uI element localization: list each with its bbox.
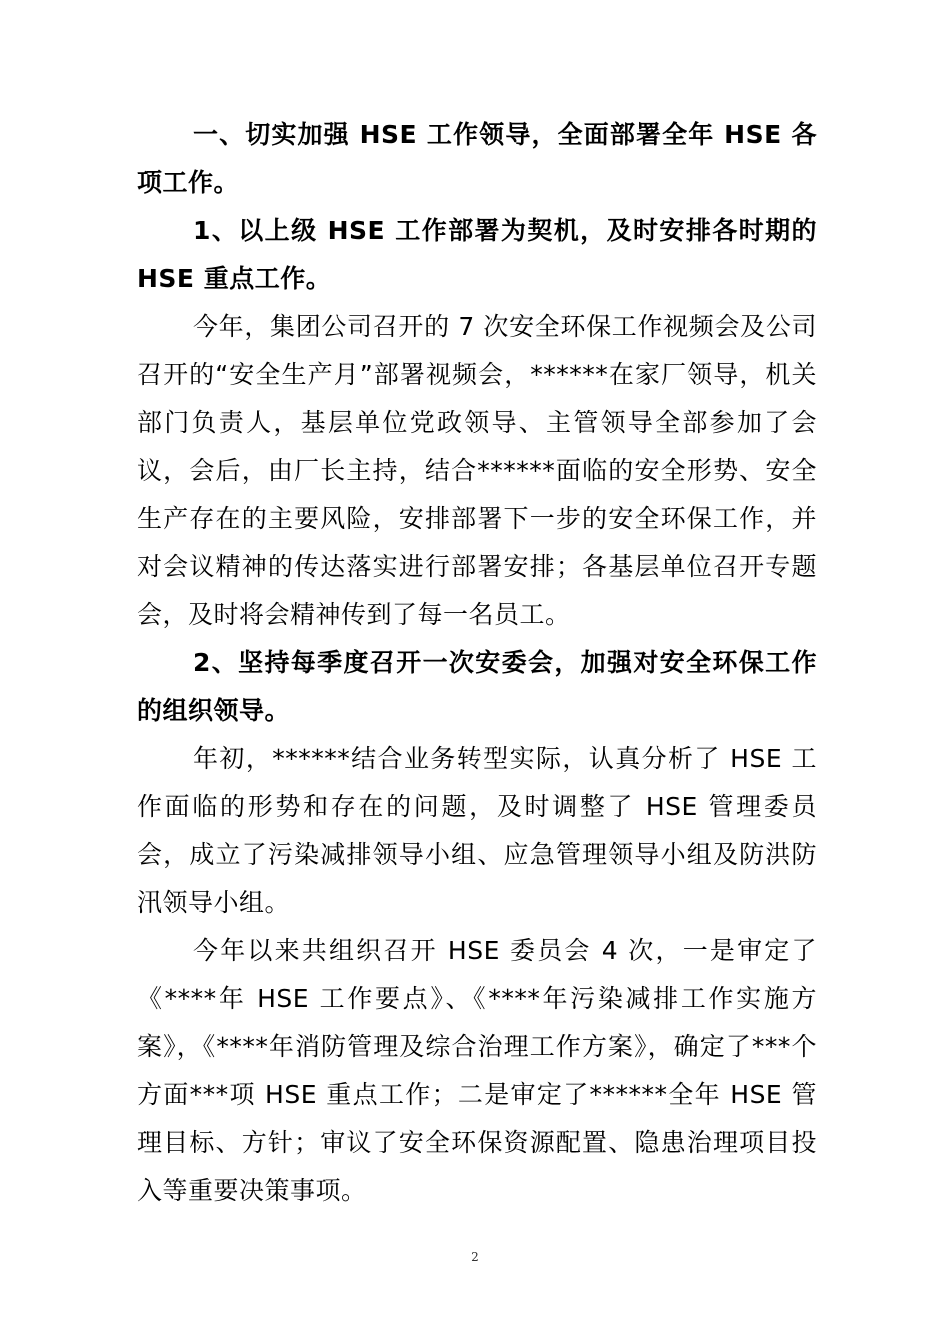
body-paragraph-decisions: 今年以来共组织召开 HSE 委员会 4 次，一是审定了《****年 HSE 工作要点》、《****年污染减排工作实施方案》，《****年消防管理及综合治理工作方案》，确定了***个方面***项 HSE 重点工作；二是审定了******全年 HSE 管理目标、方针；审议了安全环保资源配置、隐患治理项目投入等重要决策事项。 — [137, 936, 817, 1205]
body-paragraph-committee: 年初，******结合业务转型实际，认真分析了 HSE 工作面临的形势和存在的问题，及时调整了 HSE 管理委员会，成立了污染减排领导小组、应急管理领导小组及防洪防汛领导小组。 — [137, 744, 817, 917]
document-body — [137, 111, 817, 1215]
subsection-heading-2: 2、坚持每季度召开一次安委会，加强对安全环保工作的组织领导。 — [137, 648, 817, 725]
subsection-heading-1: 1、以上级 HSE 工作部署为契机，及时安排各时期的 HSE 重点工作。 — [137, 216, 817, 293]
section-heading: 一、切实加强 HSE 工作领导，全面部署全年 HSE 各项工作。 — [137, 120, 817, 197]
page-number: 2 — [471, 1250, 479, 1264]
body-paragraph-meetings: 今年，集团公司召开的 7 次安全环保工作视频会及公司召开的“安全生产月”部署视频会，******在家厂领导，机关部门负责人，基层单位党政领导、主管领导全部参加了会议，会后，由厂长主持，结合******面临的安全形势、安全生产存在的主要风险，安排部署下一步的安全环保工作，并对会议精神的传达落实进行部署安排；各基层单位召开专题会，及时将会精神传到了每一名员工。 — [137, 312, 817, 629]
